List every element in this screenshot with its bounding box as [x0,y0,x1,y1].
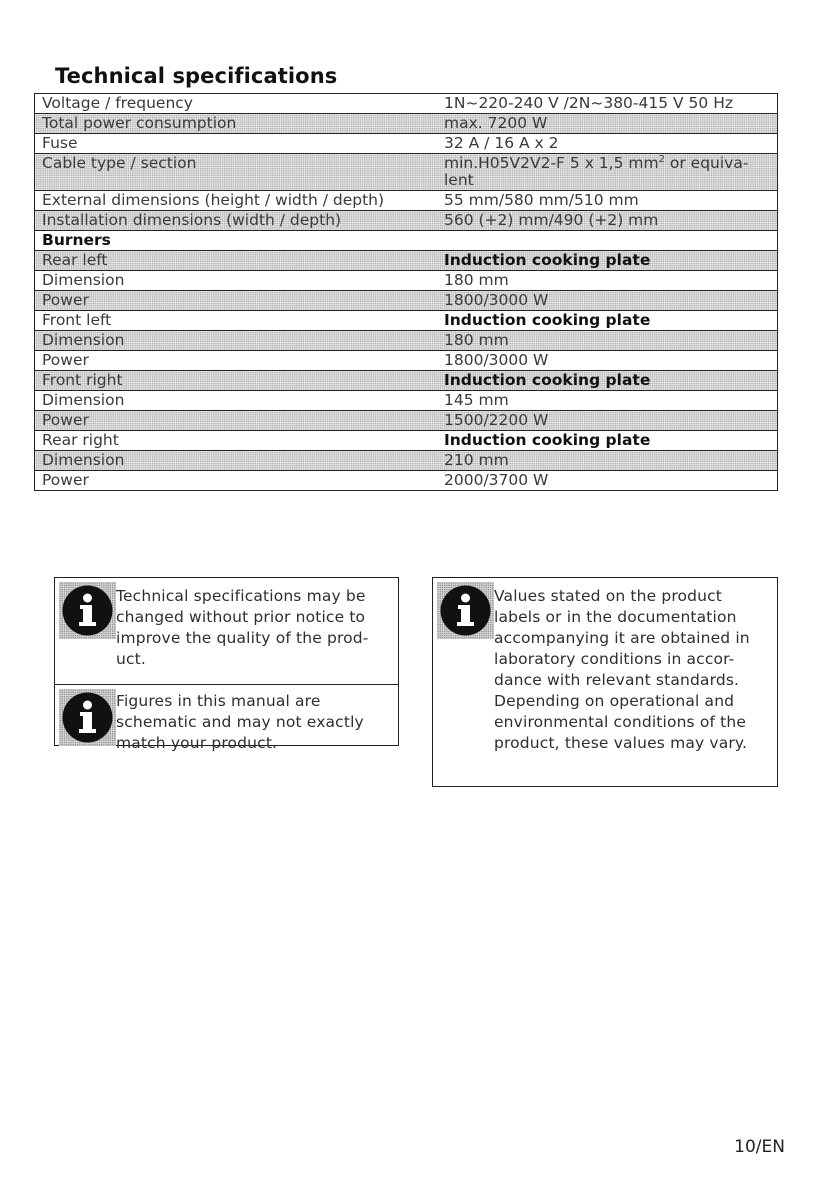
spec-row [35,134,778,154]
info-icon [437,582,494,639]
note-line: laboratory conditions in accor- [494,650,735,668]
burner-label: Dimension [35,331,438,351]
burner-row [35,411,778,431]
spec-label: External dimensions (height / width / depth) [35,191,438,211]
burner-label: Power [35,291,438,311]
spec-row [35,191,778,211]
note-lab-values [494,586,777,754]
burners-heading: Burners [35,231,778,251]
note-line: Values stated on the product [494,587,723,605]
burner-row [35,271,778,291]
spec-value: 55 mm/580 mm/510 mm [437,191,778,211]
burner-row [35,471,778,491]
left-note-box [54,577,399,752]
burner-label: Front left [35,311,438,331]
burner-label: Rear right [35,431,438,451]
note-divider [54,684,399,685]
spec-label: Voltage / frequency [35,94,438,114]
burner-value: 180 mm [437,271,778,291]
spec-value: 1N~220-240 V /2N~380-415 V 50 Hz [437,94,778,114]
superscript-2: 2 [658,153,665,165]
burner-label: Front right [35,371,438,391]
note-line: schematic and may not exactly [116,713,364,731]
burner-row [35,251,778,271]
right-note-box [432,577,778,787]
note-line: accompanying it are obtained in [494,629,750,647]
note-line: Figures in this manual are [116,692,321,710]
burner-value: 1800/3000 W [437,351,778,371]
burner-row [35,431,778,451]
spec-row [35,114,778,134]
info-icon [59,689,116,746]
note-line: dance with relevant standards. [494,671,740,689]
burner-row [35,331,778,351]
burner-value: 145 mm [437,391,778,411]
spec-label: Cable type / section [35,154,438,191]
page-number: 10/EN [734,1137,785,1157]
burner-value: 1800/3000 W [437,291,778,311]
burner-row [35,311,778,331]
note-line: changed without prior notice to [116,608,366,626]
burner-label: Power [35,471,438,491]
spec-label: Total power consumption [35,114,438,134]
spec-table [34,93,778,491]
burner-value: Induction cooking plate [437,311,778,331]
burner-value: 180 mm [437,331,778,351]
spec-value: 32 A / 16 A x 2 [437,134,778,154]
burner-label: Dimension [35,451,438,471]
spec-row [35,94,778,114]
burner-label: Power [35,351,438,371]
note-line: Technical specifications may be [116,587,366,605]
note-line: product, these values may vary. [494,734,748,752]
info-icon [59,582,116,639]
spec-value: 560 (+2) mm/490 (+2) mm [437,211,778,231]
spec-row [35,154,778,191]
burner-value: Induction cooking plate [437,431,778,451]
cable-spec-suffix: or equiva-lent [444,154,749,189]
note-line: uct. [116,650,146,668]
burner-value: Induction cooking plate [437,251,778,271]
burner-row [35,391,778,411]
burner-value: 210 mm [437,451,778,471]
burner-label: Dimension [35,391,438,411]
note-line: Depending on operational and [494,692,735,710]
burners-heading-row [35,231,778,251]
burner-label: Power [35,411,438,431]
burner-row [35,351,778,371]
burner-value: 2000/3700 W [437,471,778,491]
cable-spec: min.H05V2V2-F 5 x 1,5 mm [444,154,659,172]
burner-value: Induction cooking plate [437,371,778,391]
note-line: improve the quality of the prod- [116,629,369,647]
note-figures-schematic [116,691,398,754]
burner-label: Dimension [35,271,438,291]
burner-row [35,451,778,471]
burner-row [35,371,778,391]
spec-row [35,211,778,231]
spec-label: Installation dimensions (width / depth) [35,211,438,231]
page-title: Technical specifications [55,64,338,88]
note-line: match your product. [116,734,278,752]
note-spec-changes [116,586,398,670]
burner-label: Rear left [35,251,438,271]
spec-label: Fuse [35,134,438,154]
note-line: environmental conditions of the [494,713,747,731]
spec-value [437,154,778,191]
burner-value: 1500/2200 W [437,411,778,431]
spec-value: max. 7200 W [437,114,778,134]
burner-row [35,291,778,311]
note-line: labels or in the documentation [494,608,737,626]
